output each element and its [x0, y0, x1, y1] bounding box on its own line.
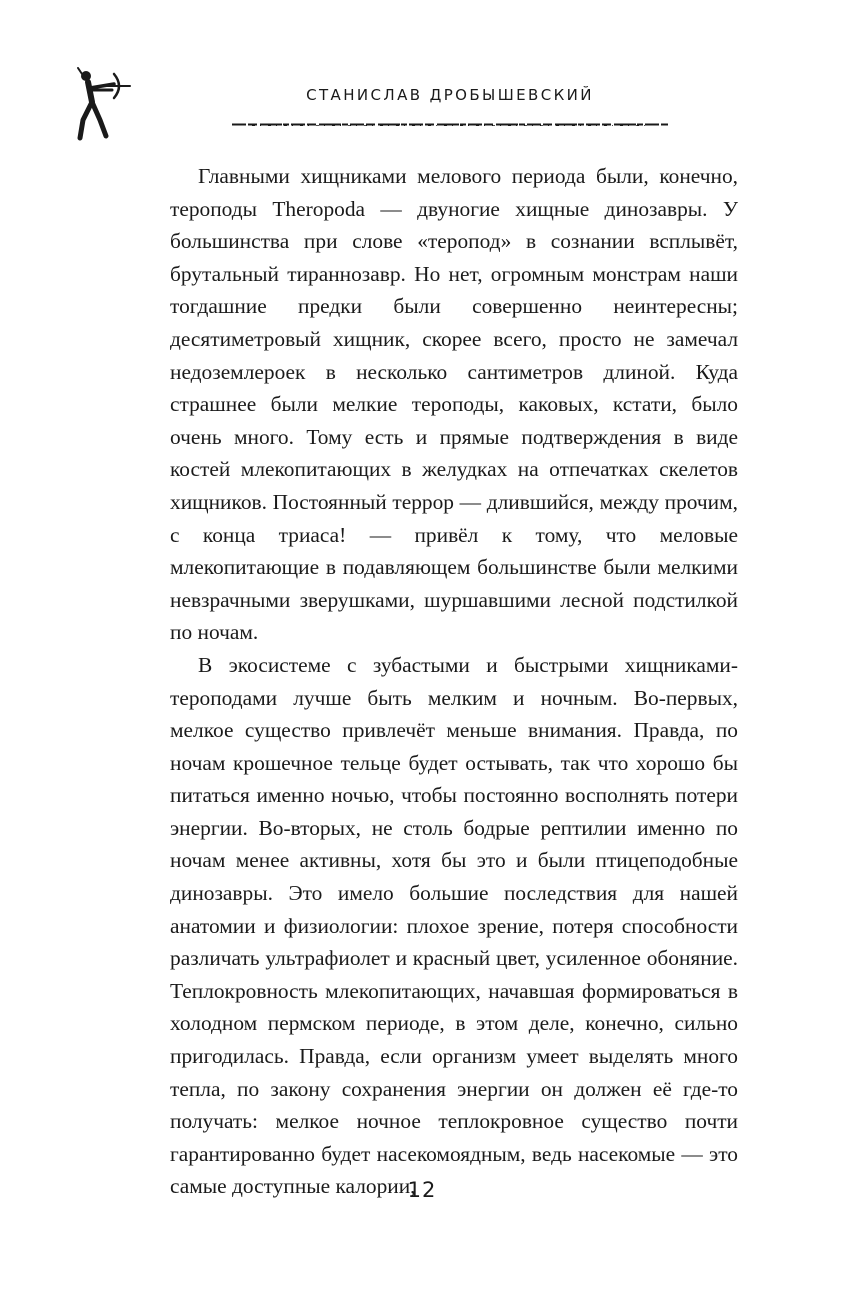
body-text [170, 160, 738, 1203]
running-header-author: СТАНИСЛАВ ДРОБЫШЕВСКИЙ [306, 86, 594, 104]
header-divider-rule [232, 122, 668, 127]
paragraph-2: В экосистеме с зубастыми и быстрыми хищниками-тероподами лучше быть мелким и ночным. Во-первых, мелкое существо привлечёт меньше внимания. Правда, по ночам крошечное тельце будет остывать, так что хорошо бы питаться именно ночью, чтобы постоянно восполнять потери энергии. Во-вторых, не столь бодрые рептилии именно по ночам менее активны, хотя бы это и были птицеподобные динозавры. Это имело большие последствия для нашей анатомии и физиологии: плохое зрение, потеря способности различать ультрафиолет и красный цвет, усиленное обоняние. Теплокровность млекопитающих, начавшая формироваться в холодном пермском периоде, в этом деле, конечно, сильно пригодилась. Правда, если организм умеет выделять много тепла, по закону сохранения энергии он должен её где-то получать: мелкое ночное теплокровное существо почти гарантированно будет насекомоядным, ведь насекомые — это самые доступные калории, [170, 652, 738, 1199]
paragraph-1: Главными хищниками мелового периода были, конечно, тероподы Theropoda — двуногие хищные динозавры. У большинства при слове «теропод» в сознании всплывёт, брутальный тираннозавр. Но нет, огромным монстрам наши тогдашние предки были совершенно неинтересны; десятиметровый хищник, скорее всего, просто не замечал недоземлероек в несколько сантиметров длиной. Куда страшнее были мелкие тероподы, каковых, кстати, было очень много. Тому есть и прямые подтверждения в виде костей млекопитающих в желудках на отпечатках скелетов хищников. Постоянный террор — длившийся, между прочим, с конца триаса! — привёл к тому, что меловые млекопитающие в подавляющем большинстве были мелкими невзрачными зверушками, шуршавшими лесной подстилкой по ночам. [170, 164, 738, 645]
archer-figure-icon [74, 66, 134, 144]
page-number: 12 [407, 1178, 437, 1202]
